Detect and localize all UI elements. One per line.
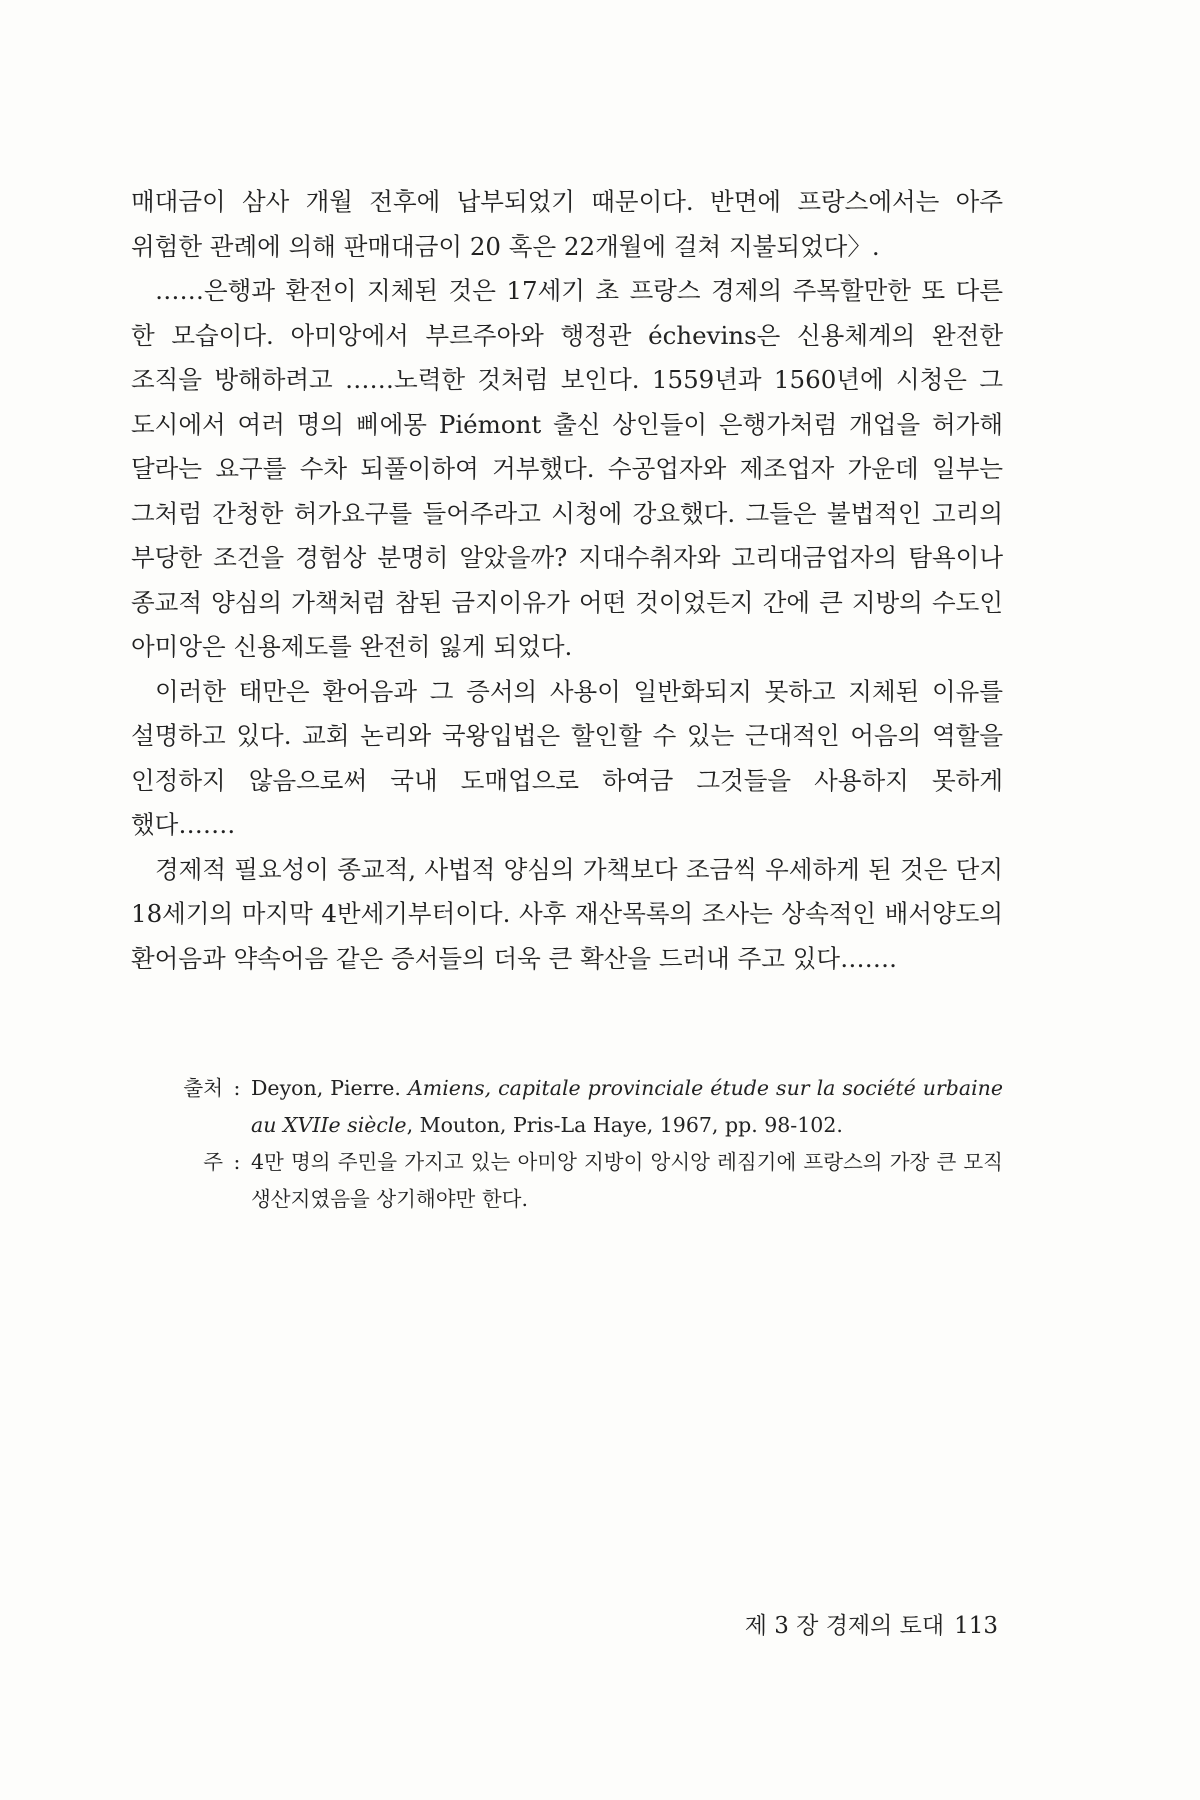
body-text	[131, 180, 1003, 981]
footnote-separator: :	[233, 1150, 241, 1174]
page-footer	[745, 1607, 998, 1640]
paragraph: ……은행과 환전이 지체된 것은 17세기 초 프랑스 경제의 주목할만한 또 다른 한 모습이다. 아미앙에서 부르주아와 행정관 échevins은 신용체계의 완전한 조직을 방해하려고 ……노력한 것처럼 보인다. 1559년과 1560년에 시청은 그 도시에서 여러 명의 삐에몽 Piémont 출신 상인들이 은행가처럼 개업을 허가해 달라는 요구를 수차 되풀이하여 거부했다. 수공업자와 제조업자 가운데 일부는 그처럼 간청한 허가요구를 들어주라고 시청에 강요했다. 그들은 불법적인 고리의 부당한 조건을 경험상 분명히 알았을까? 지대수취자와 고리대금업자의 탐욕이나 종교적 양심의 가책처럼 참된 금지이유가 어떤 것이었든지 간에 큰 지방의 수도인 아미앙은 신용제도를 완전히 잃게 되었다.	[131, 276, 1003, 661]
source-body	[251, 1070, 1003, 1144]
paragraph: 경제적 필요성이 종교적, 사법적 양심의 가책보다 조금씩 우세하게 된 것은 단지 18세기의 마지막 4반세기부터이다. 사후 재산목록의 조사는 상속적인 배서양도의 환어음과 약속어음 같은 증서들의 더욱 큰 확산을 드러내 주고 있다…….	[131, 854, 1003, 973]
footnote	[131, 1144, 1003, 1218]
source-author: Deyon, Pierre.	[251, 1076, 401, 1100]
source-title: Amiens, capitale provinciale étude sur la société urbaine au XVIIe siècle	[251, 1076, 1003, 1137]
paragraph: 매대금이 삼사 개월 전후에 납부되었기 때문이다. 반면에 프랑스에서는 아주 위험한 관례에 의해 판매대금이 20 혹은 22개월에 걸쳐 지불되었다〉.	[131, 187, 1003, 261]
page-number: 113	[954, 1613, 998, 1639]
source-citation	[131, 1070, 1003, 1144]
chapter-title: 제 3 장 경제의 토대	[744, 1613, 945, 1639]
footnote-label: 주	[203, 1150, 223, 1174]
footnote-text: 4만 명의 주민을 가지고 있는 아미앙 지방이 앙시앙 레짐기에 프랑스의 가장 큰 모직 생산지였음을 상기해야만 한다.	[251, 1150, 1003, 1211]
source-publisher: , Mouton, Pris-La Haye, 1967, pp. 98-102.	[406, 1113, 843, 1137]
notes-section	[131, 1070, 1003, 1218]
source-label: 출처	[183, 1076, 223, 1100]
paragraph: 이러한 태만은 환어음과 그 증서의 사용이 일반화되지 못하고 지체된 이유를 설명하고 있다. 교회 논리와 국왕입법은 할인할 수 있는 근대적인 어음의 역할을 인정하지 않음으로써 국내 도매업으로 하여금 그것들을 사용하지 못하게 했다…….	[131, 676, 1003, 839]
source-separator: :	[233, 1076, 241, 1100]
